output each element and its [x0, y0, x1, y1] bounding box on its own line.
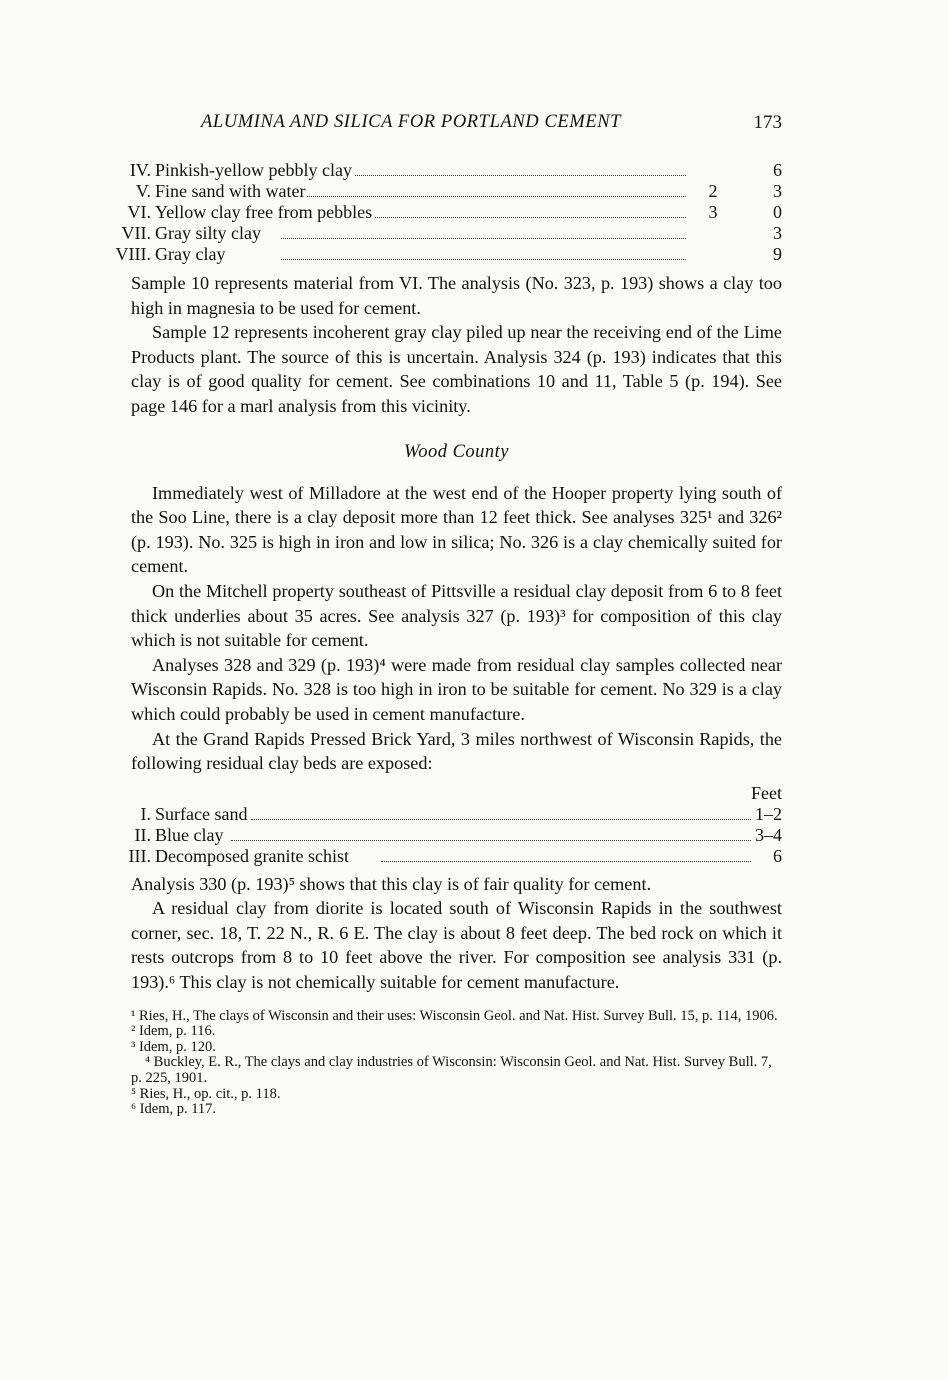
paragraph: On the Mitchell property southeast of Pittsville a residual clay deposit from 6 to 8 feet thick underlies about 35 acres. See analysis 327 (p. 193)³ for composition of this clay which is not suitable for cement. [131, 580, 782, 651]
section-profile-table [115, 160, 782, 265]
page-body [115, 104, 782, 1118]
paragraph: Sample 12 represents incoherent gray clay piled up near the receiving end of the Lime Products plant. The source of this is uncertain. Analysis 324 (p. 193) indicates that this clay is of good quality for cement. See combinations 10 and 11, Table 5 (p. 194). See page 146 for a marl analysis from this vicinity. [131, 322, 782, 416]
footnote: ¹ Ries, H., The clays of Wisconsin and their uses: Wisconsin Geol. and Nat. Hist. Survey Bull. 15, p. 114, 1906. [131, 1007, 778, 1024]
paragraph: At the Grand Rapids Pressed Brick Yard, 3 miles northwest of Wisconsin Rapids, the following residual clay beds are exposed: [131, 728, 782, 774]
footnote: ⁵ Ries, H., op. cit., p. 118. [131, 1085, 281, 1102]
unit-header: Feet [751, 782, 782, 803]
section-title: Wood County [403, 441, 510, 462]
table-row: IV. Pinkish-yellow pebbly clay 6 [129, 160, 782, 180]
footnote: ² Idem, p. 116. [131, 1023, 216, 1040]
table-row: II. Blue clay 3–4 [134, 824, 782, 845]
page-number: 173 [753, 112, 782, 133]
paragraph-group-c [131, 872, 782, 995]
running-title: ALUMINA AND SILICA FOR PORTLAND CEMENT [201, 112, 622, 132]
paragraph: Immediately west of Milladore at the west end of the Hooper property lying south of the Soo Line, there is a clay deposit more than 12 feet thick. See analyses 325¹ and 326² (p. 193). No. 325 is high in iron and low in silica; No. 326 is a clay chemically suited for cement. [131, 482, 782, 577]
paragraph: A residual clay from diorite is located south of Wisconsin Rapids in the southwest corner, sec. 18, T. 22 N., R. 6 E. The clay is about 8 feet deep. The bed rock on which it rests outcrops from 8 to 10 feet above the river. For composition see analysis 331 (p. 193).⁶ This clay is not chemically suitable for cement manufacture. [131, 898, 782, 993]
paragraph-group-a [131, 271, 782, 419]
table-row: VII. Gray silty clay 3 [121, 223, 782, 243]
footnote: ⁶ Idem, p. 117. [131, 1101, 217, 1118]
running-header [131, 104, 782, 140]
table-row: I. Surface sand 1–2 [140, 803, 782, 824]
footnote: ⁴ Buckley, E. R., The clays and clay industries of Wisconsin: Wisconsin Geol. and Nat. Hist. Survey Bull. 7, p. 225, 1901. [131, 1054, 772, 1087]
footnotes [131, 1009, 782, 1118]
paragraph: Analysis 330 (p. 193)⁵ shows that this clay is of fair quality for cement. [131, 873, 652, 894]
table-row: VI. Yellow clay free from pebbles 3 0 [127, 202, 782, 222]
table-row: V. Fine sand with water 2 3 [135, 181, 782, 201]
table-row: III. Decomposed granite schist 6 [128, 845, 782, 866]
table-row: VIII. Gray clay 9 [115, 244, 782, 264]
paragraph-group-b [131, 481, 782, 776]
footnote: ³ Idem, p. 120. [131, 1038, 216, 1055]
paragraph: Sample 10 represents material from VI. The analysis (No. 323, p. 193) shows a clay too high in magnesia to be used for cement. [131, 273, 782, 318]
paragraph: Analyses 328 and 329 (p. 193)⁴ were made from residual clay samples collected near Wisconsin Rapids. No. 328 is too high in iron to be suitable for cement. No 329 is a clay which could probably be used in cement manufacture. [131, 654, 782, 724]
section-beds-table [128, 782, 782, 867]
